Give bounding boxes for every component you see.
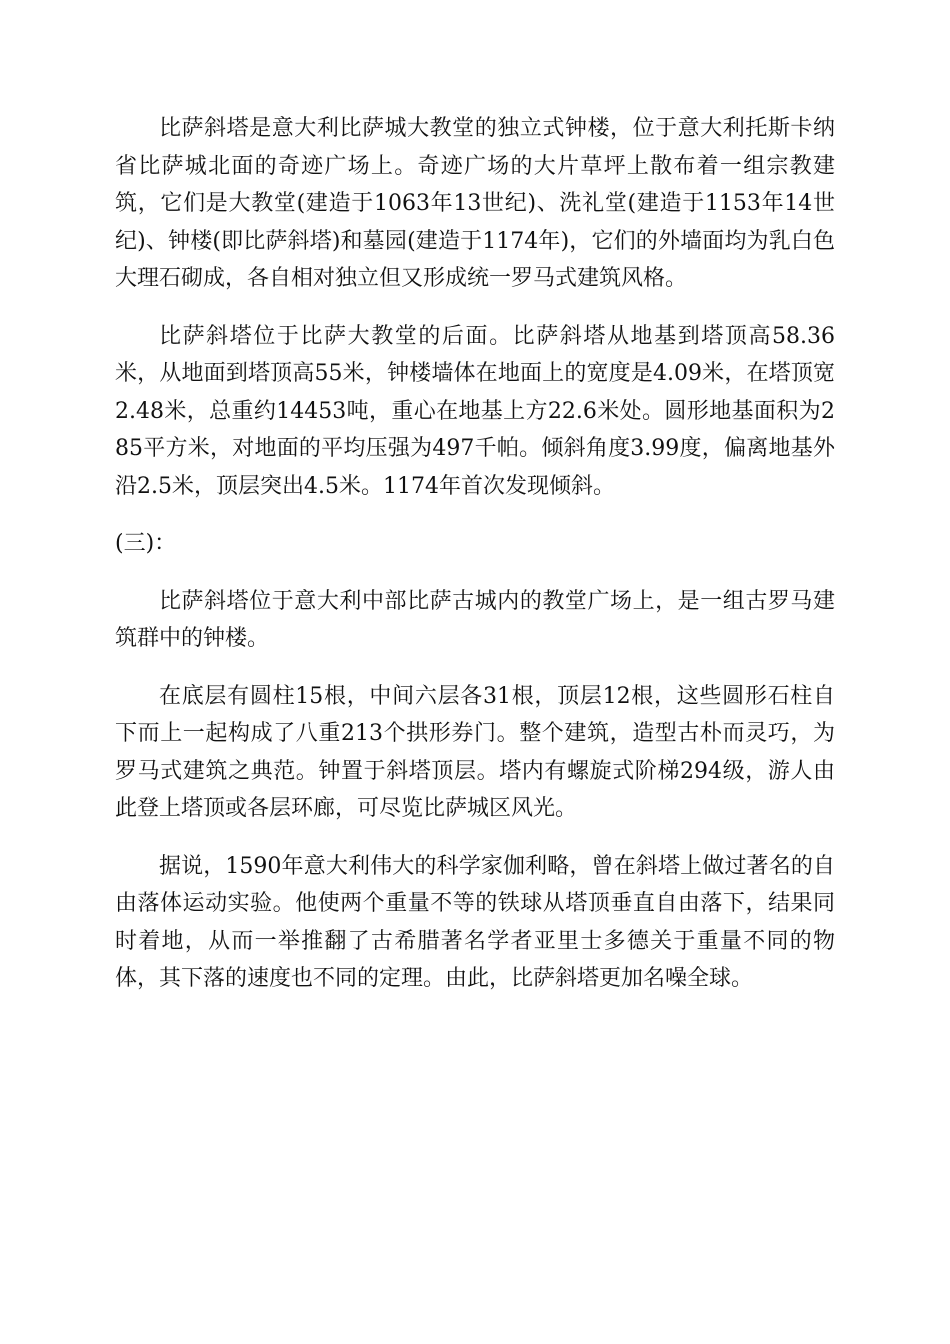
paragraph-galileo: 据说，1590年意大利伟大的科学家伽利略，曾在斜塔上做过著名的自由落体运动实验。他使两个重量不等的铁球从塔顶垂直自由落下，结果同时着地，从而一举推翻了古希腊著名学者亚里士多德关于重量不同的物体，其下落的速度也不同的定理。由此，比萨斜塔更加名噪全球。 bbox=[115, 853, 835, 991]
section-heading: (三)： bbox=[115, 531, 177, 556]
document-page bbox=[115, 110, 835, 1018]
paragraph-tower-dimensions: 比萨斜塔位于比萨大教堂的后面。比萨斜塔从地基到塔顶高58.36米，从地面到塔顶高55米，钟楼墙体在地面上的宽度是4.09米，在塔顶宽2.48米，总重约14453吨，重心在地基上方22.6米处。圆形地基面积为285平方米，对地面的平均压强为497千帕。倾斜角度3.99度，偏离地基外沿2.5米，顶层突出4.5米。1174年首次发现倾斜。 bbox=[115, 323, 835, 499]
paragraph-location: 比萨斜塔位于意大利中部比萨古城内的教堂广场上，是一组古罗马建筑群中的钟楼。 bbox=[115, 588, 835, 651]
paragraph-columns: 在底层有圆柱15根，中间六层各31根，顶层12根，这些圆形石柱自下而上一起构成了八重213个拱形券门。整个建筑，造型古朴而灵巧，为罗马式建筑之典范。钟置于斜塔顶层。塔内有螺旋式阶梯294级，游人由此登上塔顶或各层环廊，可尽览比萨城区风光。 bbox=[115, 683, 835, 821]
paragraph-bell-tower-intro: 比萨斜塔是意大利比萨城大教堂的独立式钟楼，位于意大利托斯卡纳省比萨城北面的奇迹广场上。奇迹广场的大片草坪上散布着一组宗教建筑，它们是大教堂(建造于1063年13世纪)、洗礼堂(建造于1153年14世纪)、钟楼(即比萨斜塔)和墓园(建造于1174年)，它们的外墙面均为乳白色大理石砌成，各自相对独立但又形成统一罗马式建筑风格。 bbox=[115, 116, 835, 291]
